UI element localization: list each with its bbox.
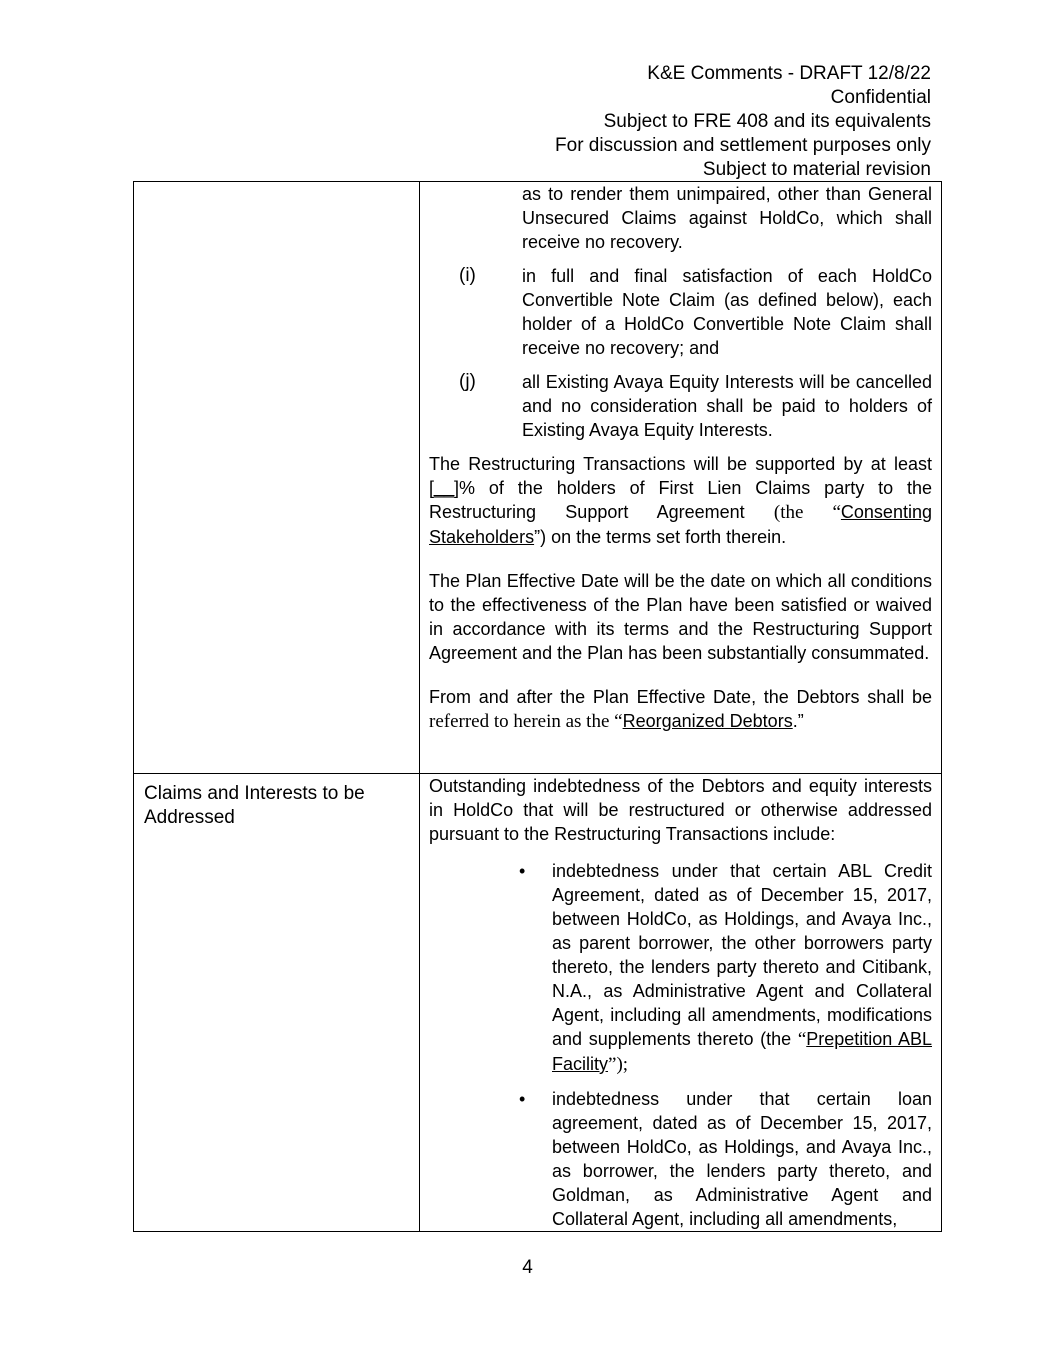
support-paragraph <box>429 452 932 549</box>
item-i-label: (i) <box>459 265 476 286</box>
support-text-mid: % of the holders of First Lien Claims party to the Restructuring Support Agreement <box>429 478 932 522</box>
percentage-blank: [__] <box>429 478 460 498</box>
table-row <box>134 182 942 774</box>
list-item <box>514 1087 932 1231</box>
header-draft-line: K&E Comments - DRAFT 12/8/22 <box>647 63 931 84</box>
row2-left-cell <box>134 774 420 1232</box>
row2-right-cell <box>420 774 942 1232</box>
claims-interests-heading: Claims and Interests to be Addressed <box>144 783 365 828</box>
row1-left-cell <box>134 182 420 774</box>
bullet-icon: • <box>519 1089 526 1109</box>
reorganized-debtors-paragraph <box>429 685 932 734</box>
bullet-icon: • <box>519 861 526 881</box>
row1-right-cell <box>420 182 942 774</box>
abl-close-text: ”); <box>608 1054 629 1075</box>
claims-intro-text: Outstanding indebtedness of the Debtors and equity interests in HoldCo that will be restructured or otherwise addressed pursuant to the Restructuring Transactions include: <box>429 776 932 844</box>
header-fre-line: Subject to FRE 408 and its equivalents <box>603 111 931 132</box>
table-row <box>134 774 942 1232</box>
item-j-label: (j) <box>459 371 476 392</box>
header-revision-line: Subject to material revision <box>702 159 931 180</box>
header-discussion-line: For discussion and settlement purposes only <box>555 135 931 156</box>
support-text-after: ”) on the terms set forth therein. <box>534 527 787 547</box>
document-header <box>555 62 931 182</box>
reorganized-text-after: .” <box>792 711 804 731</box>
list-item-i <box>459 264 932 360</box>
prepetition-abl-term: Prepetition ABL Facility <box>552 1029 932 1074</box>
effective-date-paragraph: The Plan Effective Date will be the date on which all conditions to the effectiveness of the Plan have been satisfied or waived in accordance with its terms and the Restructuring Support Agreement and the Plan has been substantially consummated. <box>429 571 932 663</box>
reorganized-debtors-term: Reorganized Debtors <box>622 711 793 731</box>
loan-agreement-text: indebtedness under that certain loan agreement, dated as of December 15, 2017, between HoldCo, as Holdings, and Avaya Inc., as borrower, the lenders party thereto, and Goldman, as Administrative Agent and Collateral Agent, including all amendments, <box>552 1089 932 1229</box>
item-j-text: all Existing Avaya Equity Interests will be cancelled and no consideration shall be paid to holders of Existing Avaya Equity Interests. <box>522 372 932 440</box>
term-sheet-table <box>133 181 942 1232</box>
page-number: 4 <box>522 1257 533 1278</box>
abl-facility-text <box>552 859 932 1077</box>
reorganized-text-before: From and after the Plan Effective Date, the Debtors shall be <box>429 687 932 707</box>
list-item-j <box>459 370 932 442</box>
abl-open-quote: “ <box>797 1029 807 1050</box>
abl-text: indebtedness under that certain ABL Credit Agreement, dated as of December 15, 2017, between HoldCo, as Holdings, and Avaya Inc., as parent borrower, the other borrowers party thereto, the lenders party thereto and Citibank, N.A., as Administrative Agent and Collateral Agent, including all amendments, modifications and supplements thereto (the <box>552 861 932 1049</box>
support-text-before: The Restructuring Transactions will be supported by at least <box>429 454 932 474</box>
list-item <box>514 859 932 1077</box>
continuation-text: as to render them unimpaired, other than General Unsecured Claims against HoldCo, which shall receive no recovery. <box>522 184 932 252</box>
header-confidential-line: Confidential <box>830 87 931 108</box>
support-text-serif: (the “ <box>773 502 841 523</box>
consenting-stakeholders-term: Consenting Stakeholders <box>429 502 932 547</box>
item-i-text: in full and final satisfaction of each HoldCo Convertible Note Claim (as defined below), each holder of a HoldCo Convertible Note Claim shall receive no recovery; and <box>522 266 932 358</box>
reorganized-text-serif: referred to herein as the “ <box>429 711 623 732</box>
